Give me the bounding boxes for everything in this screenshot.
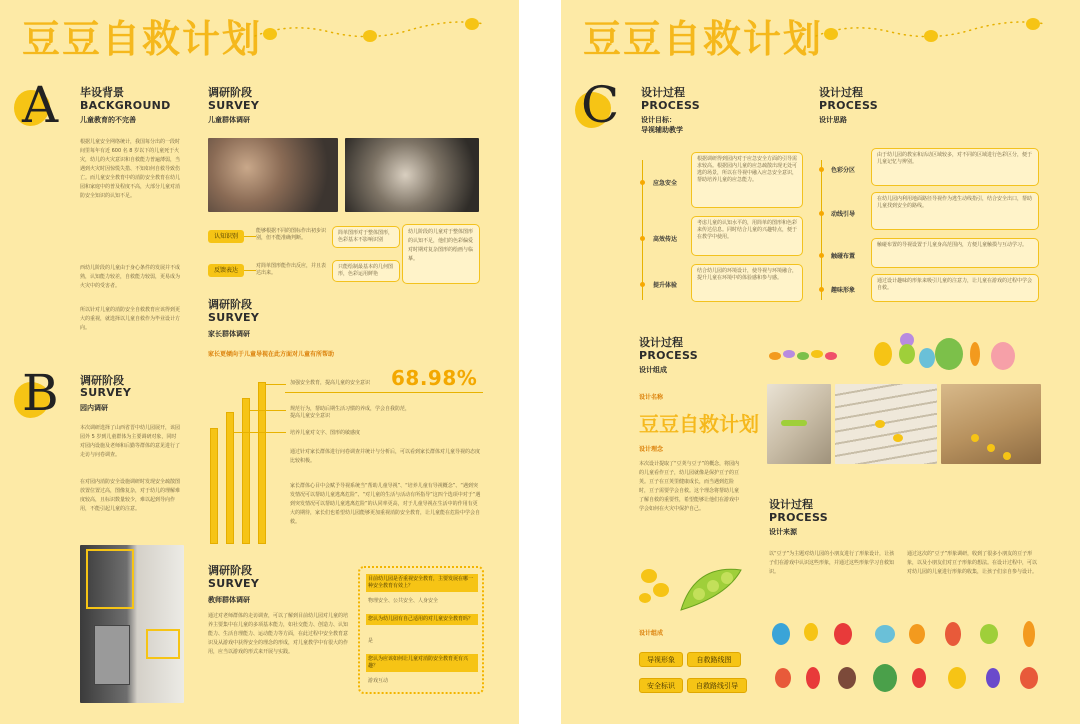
composition-tag: 安全标识 — [639, 678, 683, 693]
paragraph: 西幼儿阶段的儿童由于身心条件的发展并不成熟，认知能力较差，自救能力较弱，更易成为火灾中的受害者。 — [80, 265, 181, 289]
paragraph: 本次设计提取了“豆荚与豆子”的概念，将园内的儿童看作豆子，幼儿园就像是保护豆子的豆荚。豆子在豆荚里健康成长，而当遇到危险时，豆子需要学会自救。这个理念将帮助儿童了解自救的重要性，希望能够让他们在游戏中学会如何在火灾中保护自己。 — [639, 461, 740, 512]
children-photo — [208, 138, 338, 212]
timeline-dot — [819, 253, 824, 258]
right-page — [561, 0, 1080, 724]
answer: 是 — [368, 638, 374, 644]
kids-drawings — [767, 612, 1047, 712]
row-label: 动线引导 — [831, 211, 856, 218]
section-title-zh: 毕设背景 — [80, 86, 124, 99]
timeline-line — [821, 160, 822, 300]
brand-title: 豆豆自救计划 — [583, 17, 824, 61]
paragraph: 通过这次的“豆子”形象调研，收到了很多小朋友的豆子形象，以及小朋友们对豆子形象的想法。在设计过程中，可以对幼儿园的儿童进行形象的收集，让孩子们亲自参与设计。 — [907, 551, 1038, 575]
percent-value: 68.98% — [391, 366, 478, 390]
paragraph: 家长群体心目中会赋予导视系统当“帮助儿童导视”、“培养儿童有导视概念”、“遇到突发情况可以帮助儿童逃离危险”、“对儿童的生活与活动有所指导”这四个选项中对于“遇到突发情况可以帮助儿童逃离危险”的认同率更高，对于儿童导视在生活中的作用有更大的期待，家长们也希望幼儿园能够更加重视消防安全教育，让儿童能在危险中学会自救。 — [290, 483, 481, 525]
design-name: 豆豆自救计划 — [639, 412, 759, 436]
timeline-dot — [819, 287, 824, 292]
concept-label: 设计理念 — [639, 446, 664, 453]
row-label: 触碰布置 — [831, 253, 856, 260]
section-title-zh: 设计过程 — [769, 498, 813, 511]
facility-photo — [80, 545, 184, 703]
section-subtitle: 教师群体调研 — [208, 596, 250, 604]
tag-feedback: 反馈表达 — [208, 264, 244, 277]
row-text: 根据调研得到园内对于应急安全方面的引导需求较高。根据园内儿童的应急疏散出现无处可逃的场景，所以在导视中融入应急安全意识，帮助培养儿童的应急能力。 — [691, 152, 803, 208]
section-title-en: SURVEY — [208, 311, 260, 324]
tag-desc: 能够根据不同的图标作出初步识别，但不能准确判断。 — [256, 228, 327, 241]
conclusion-box: 幼儿阶段的儿童对于整体图形的认知不足，他们的色彩偏爱对时期对复杂图形的绘画与临摹。 — [402, 224, 480, 284]
note-box: 只能绘制最基本的几何图形，色彩运用鲜艳 — [332, 260, 400, 282]
section-title-zh: 设计过程 — [639, 336, 683, 349]
left-page — [0, 0, 519, 724]
row-text: 在幼儿园内利用地面路径导视作为逃生动线指引，结合安全出口，帮助儿童找到安全的路线。 — [871, 192, 1039, 230]
chart-bar — [210, 428, 218, 544]
corridor-photo — [767, 384, 831, 464]
paragraph: 以“豆子”为主题对幼儿园的小朋友进行了形象设计，让孩子们在游戏中认识这些形象，并通过这些形象学习自救知识。 — [769, 551, 895, 575]
dot-decoration — [811, 14, 1051, 44]
floor-sign — [781, 420, 807, 426]
leader-line — [234, 432, 286, 433]
section-subtitle: 园内调研 — [80, 404, 108, 412]
section-subtitle: 设计来源 — [769, 528, 797, 536]
hallway-photo — [941, 384, 1041, 464]
section-title-en: PROCESS — [641, 99, 700, 112]
question: 您认为应该如何让儿童对消防安全教育更有兴趣？ — [366, 654, 478, 672]
row-text: 通过设计趣味的形象来吸引儿童的注意力，让儿童在游戏的过程中学会自救。 — [871, 274, 1039, 302]
section-title-en: PROCESS — [639, 349, 698, 362]
section-letter: A — [22, 76, 59, 134]
section-title-en: SURVEY — [80, 386, 132, 399]
section-letter: B — [22, 364, 59, 422]
composition-tag: 自救路线图 — [687, 652, 741, 667]
chart-bar — [258, 382, 266, 544]
section-title-zh: 设计过程 — [641, 86, 685, 99]
survey-item: 培养儿童对文字、图形的敏感度 — [290, 430, 361, 436]
section-subtitle: 设计组成 — [639, 366, 667, 374]
row-label: 趣味形象 — [831, 287, 856, 294]
floor-dot — [1003, 452, 1011, 460]
section-title-zh: 调研阶段 — [80, 374, 124, 387]
section-title-en: SURVEY — [208, 99, 260, 112]
section-title-zh: 调研阶段 — [208, 86, 252, 99]
timeline-dot — [640, 236, 645, 241]
section-title-en: PROCESS — [819, 99, 878, 112]
leader-line — [266, 384, 286, 385]
note-box: 简单图形对于整体图形，色彩基本不影响识别 — [332, 226, 400, 248]
composition-tag: 导视形象 — [639, 652, 683, 667]
row-text: 考虑儿童的认知水平的，用简单的图形和色彩来传达信息。同时结合儿童的兴趣特点，便于在教学中使用。 — [691, 216, 803, 256]
paragraph: 通过针对家长群体进行问卷调查并统计与分析后，可以看到家长群体对儿童导视的态度比较积极。 — [290, 449, 481, 464]
highlight-frame — [86, 549, 134, 609]
tag-desc: 对简单图形能作出反应，并且表达出来。 — [256, 263, 327, 276]
paragraph: 在对园内消防安全设施调研时发现安全疏散图放置位置过高，图像复杂，对于幼儿的理解难度较高，且标识数量较少，难以起到导向作用，不能引起儿童的注意。 — [80, 479, 181, 512]
stairs-photo — [835, 384, 937, 464]
brand-title: 豆豆自救计划 — [22, 17, 263, 61]
qa-box — [358, 566, 484, 694]
timeline-dot — [819, 211, 824, 216]
section-subtitle: 设计目标： — [641, 116, 676, 124]
step-sign — [875, 420, 885, 428]
row-text: 结合幼儿园的环境设计，使导视与环境融合，提升儿童在环境中的体验感和参与感。 — [691, 264, 803, 302]
name-label: 设计名称 — [639, 394, 664, 401]
paragraph: 所以针对儿童的消防安全自救教育应该得到更大的重视，就选择以儿童自救作为毕业设计方向。 — [80, 307, 181, 331]
chart-bar — [242, 398, 250, 544]
question: 目前幼儿园是否重视安全教育，主要发展在哪一种安全教育有效上？ — [366, 574, 478, 592]
row-text: 由于幼儿园的教室和活动区域较多，对不同的区域进行色彩区分，便于儿童记忆与辨别。 — [871, 148, 1039, 186]
floor-dot — [971, 434, 979, 442]
timeline-dot — [819, 167, 824, 172]
timeline-dot — [640, 180, 645, 185]
paragraph: 根据儿童安全网络统计，我国每分出的一段时间里每年有近 600 名 8 岁以下的儿童死于火灾，幼儿的火灾意识和自救能力普遍薄弱，当遇到火灾时因惊慌失措、不知如何自救导致伤亡。而儿童安全教育中的消防安全教育在幼儿园和家庭中的普及程度不高，大部分儿童对消防安全知识的认知不足。 — [80, 139, 181, 199]
row-label: 色彩分区 — [831, 167, 856, 174]
answer: 物理安全、公共安全、人身安全 — [368, 598, 439, 604]
paragraph: 本次调研选择了山西省晋中幼儿园展开，该园园外 5 岁到儿童群体为主要调研对象，同时对园内设施及老师和后勤等群体的意见进行了走访与问卷调查。 — [80, 425, 181, 458]
dot-decoration — [250, 14, 490, 44]
section-title-zh: 调研阶段 — [208, 564, 252, 577]
connector-line — [244, 236, 256, 237]
chart-bar — [226, 412, 234, 544]
section-subtitle: 儿童教育的不完善 — [80, 116, 136, 124]
row-label: 提升体验 — [653, 282, 678, 289]
section-subtitle: 导视辅助教学 — [641, 126, 683, 134]
section-title-en: BACKGROUND — [80, 99, 171, 112]
cabinet-image — [94, 625, 130, 685]
floor-dot — [987, 444, 995, 452]
highlight-frame — [146, 629, 180, 659]
children-photo — [345, 138, 479, 212]
section-letter: C — [581, 76, 620, 134]
tag-cognition: 认知识别 — [208, 230, 244, 243]
row-label: 高效传达 — [653, 236, 678, 243]
underline — [285, 392, 483, 393]
section-title-en: PROCESS — [769, 511, 828, 524]
survey-item: 规范行为，帮助后期生活习惯的养成，学会自我防范，提高儿童安全意识 — [290, 406, 411, 419]
character-row — [767, 326, 1047, 376]
timeline-dot — [640, 282, 645, 287]
section-title-en: SURVEY — [208, 577, 260, 590]
row-label: 应急安全 — [653, 180, 678, 187]
section-subtitle: 家长群体调研 — [208, 330, 250, 338]
answer: 游戏互动 — [368, 678, 389, 684]
survey-item: 加强安全教育，提高儿童的安全意识 — [290, 380, 371, 386]
bean-pod-illustration — [637, 556, 747, 620]
section-title-zh: 调研阶段 — [208, 298, 252, 311]
section-subtitle: 儿童群体调研 — [208, 116, 250, 124]
composition-tag: 自救路线引导 — [687, 678, 747, 693]
leader-line — [250, 410, 286, 411]
section-title-zh: 设计过程 — [819, 86, 863, 99]
section-subtitle: 设计思路 — [819, 116, 847, 124]
connector-line — [244, 270, 256, 271]
paragraph: 通过对老师群体的走访调查，可以了解到目前幼儿园对儿童的培养主要集中在儿童的多项基本能力，如社交能力、创造力、认知能力、生活自理能力、运动能力等方面，在此过程中安全教育意识及从游戏中获得安全的理念的形成，对儿童教学中有很大的作用，应当以游戏的形式来开展与实践。 — [208, 613, 349, 655]
question: 您认为幼儿园有自己适用的对儿童安全教育吗？ — [366, 614, 478, 625]
step-sign — [893, 434, 903, 442]
composition-label: 设计组成 — [639, 630, 664, 637]
row-text: 触碰布置的导视设置于儿童身高范围内，方便儿童触摸与互动学习。 — [871, 238, 1039, 268]
survey-headline: 家长更倾向于儿童导视在此方面对儿童有所帮助 — [208, 351, 335, 358]
